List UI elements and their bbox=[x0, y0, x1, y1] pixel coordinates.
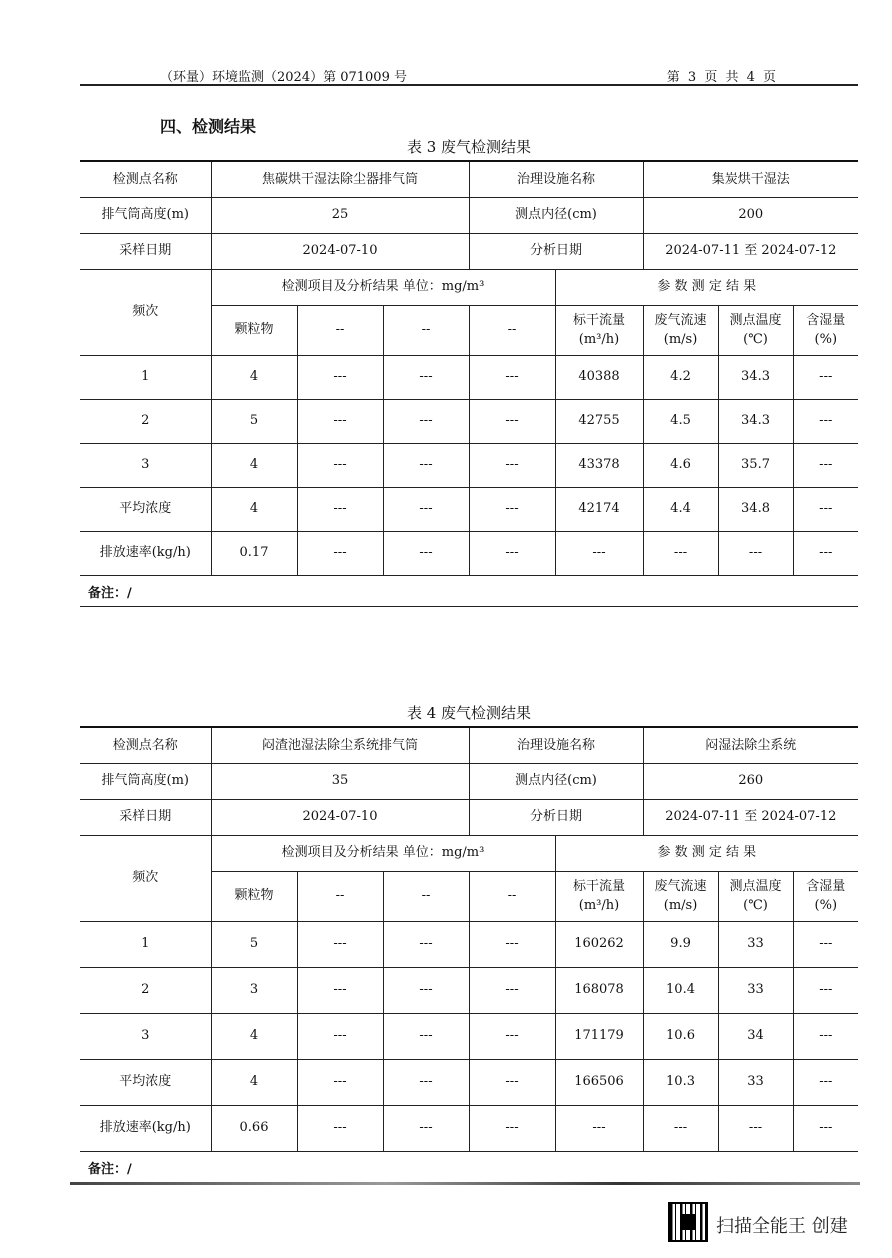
items-header: 检测项目及分析结果 单位：mg/m³ bbox=[211, 269, 555, 305]
sub-header: -- bbox=[297, 871, 383, 921]
data-cell: --- bbox=[469, 921, 555, 967]
data-cell: --- bbox=[793, 531, 858, 575]
table-row bbox=[80, 355, 858, 399]
row-label-cell: 排放速率(kg/h) bbox=[80, 1105, 211, 1151]
sub-header: 含湿量(%) bbox=[793, 305, 858, 355]
data-cell: --- bbox=[793, 355, 858, 399]
row-label-cell: 2 bbox=[80, 967, 211, 1013]
data-cell: --- bbox=[469, 967, 555, 1013]
data-cell: --- bbox=[469, 399, 555, 443]
sub-header: 测点温度(℃) bbox=[718, 305, 793, 355]
data-cell: --- bbox=[469, 487, 555, 531]
data-cell: 10.6 bbox=[643, 1013, 718, 1059]
data-cell: --- bbox=[383, 967, 469, 1013]
data-cell: --- bbox=[297, 443, 383, 487]
data-cell: 43378 bbox=[555, 443, 643, 487]
data-cell: 4 bbox=[211, 487, 297, 531]
point-value: 闷渣池湿法除尘系统排气筒 bbox=[211, 727, 469, 763]
analysis-date-label: 分析日期 bbox=[469, 799, 643, 835]
table-row bbox=[80, 921, 858, 967]
data-cell: 42755 bbox=[555, 399, 643, 443]
diameter-label: 测点内径(cm) bbox=[469, 763, 643, 799]
data-cell: 3 bbox=[211, 967, 297, 1013]
data-cell: 171179 bbox=[555, 1013, 643, 1059]
report-number: （环量）环境监测（2024）第 071009 号 bbox=[160, 70, 407, 85]
table-row bbox=[80, 1059, 858, 1105]
data-cell: --- bbox=[555, 1105, 643, 1151]
sub-header: -- bbox=[469, 871, 555, 921]
page-info: 第 3 页 共 4 页 bbox=[666, 70, 778, 85]
data-cell: --- bbox=[469, 531, 555, 575]
data-cell: --- bbox=[383, 1013, 469, 1059]
facility-value: 闷湿法除尘系统 bbox=[643, 727, 858, 763]
sub-header: 标干流量(m³/h) bbox=[555, 871, 643, 921]
data-cell: --- bbox=[297, 921, 383, 967]
data-cell: --- bbox=[469, 1105, 555, 1151]
sub-header: 标干流量(m³/h) bbox=[555, 305, 643, 355]
params-header: 参 数 测 定 结 果 bbox=[555, 269, 858, 305]
diameter-value: 200 bbox=[643, 197, 858, 233]
data-cell: 34 bbox=[718, 1013, 793, 1059]
data-cell: 9.9 bbox=[643, 921, 718, 967]
point-label: 检测点名称 bbox=[80, 161, 211, 197]
data-cell: 4.5 bbox=[643, 399, 718, 443]
data-cell: --- bbox=[643, 1105, 718, 1151]
data-cell: --- bbox=[793, 1105, 858, 1151]
remark-text: 备注：/ bbox=[88, 1162, 132, 1177]
row-label-cell: 1 bbox=[80, 921, 211, 967]
row-label-cell: 3 bbox=[80, 443, 211, 487]
data-cell: 33 bbox=[718, 921, 793, 967]
data-cell: --- bbox=[383, 1105, 469, 1151]
sub-header: -- bbox=[383, 305, 469, 355]
data-cell: --- bbox=[718, 531, 793, 575]
data-cell: --- bbox=[469, 355, 555, 399]
table-caption: 表 3 废气检测结果 bbox=[406, 138, 532, 156]
data-cell: --- bbox=[793, 399, 858, 443]
sub-header: -- bbox=[469, 305, 555, 355]
data-cell: --- bbox=[793, 1059, 858, 1105]
analysis-date-label: 分析日期 bbox=[469, 233, 643, 269]
facility-label: 治理设施名称 bbox=[469, 161, 643, 197]
height-value: 25 bbox=[211, 197, 469, 233]
facility-label: 治理设施名称 bbox=[469, 727, 643, 763]
data-cell: 5 bbox=[211, 921, 297, 967]
table-row bbox=[80, 1105, 858, 1151]
data-cell: 33 bbox=[718, 1059, 793, 1105]
sub-header: 废气流速(m/s) bbox=[643, 871, 718, 921]
scanner-watermark bbox=[668, 1200, 868, 1246]
frequency-header: 频次 bbox=[80, 835, 211, 921]
data-cell: 10.3 bbox=[643, 1059, 718, 1105]
data-cell: 10.4 bbox=[643, 967, 718, 1013]
data-cell: 160262 bbox=[555, 921, 643, 967]
analysis-date-value: 2024-07-11 至 2024-07-12 bbox=[643, 233, 858, 269]
data-cell: --- bbox=[297, 531, 383, 575]
data-cell: --- bbox=[718, 1105, 793, 1151]
data-cell: 34.8 bbox=[718, 487, 793, 531]
items-header: 检测项目及分析结果 单位：mg/m³ bbox=[211, 835, 555, 871]
data-cell: --- bbox=[297, 1013, 383, 1059]
row-label-cell: 1 bbox=[80, 355, 211, 399]
data-cell: --- bbox=[469, 1013, 555, 1059]
sample-date-label: 采样日期 bbox=[80, 799, 211, 835]
row-label-cell: 平均浓度 bbox=[80, 487, 211, 531]
frequency-header: 频次 bbox=[80, 269, 211, 355]
data-cell: --- bbox=[297, 1059, 383, 1105]
diameter-value: 260 bbox=[643, 763, 858, 799]
diameter-label: 测点内径(cm) bbox=[469, 197, 643, 233]
data-cell: --- bbox=[383, 399, 469, 443]
table-row bbox=[80, 399, 858, 443]
exhaust-table-4 bbox=[80, 726, 858, 1152]
remark-row bbox=[80, 576, 858, 607]
data-cell: 5 bbox=[211, 399, 297, 443]
data-cell: --- bbox=[297, 399, 383, 443]
row-label-cell: 2 bbox=[80, 399, 211, 443]
data-cell: --- bbox=[383, 1059, 469, 1105]
data-cell: --- bbox=[383, 355, 469, 399]
point-label: 检测点名称 bbox=[80, 727, 211, 763]
params-header: 参 数 测 定 结 果 bbox=[555, 835, 858, 871]
data-cell: 34.3 bbox=[718, 399, 793, 443]
page-header bbox=[80, 62, 858, 86]
data-cell: 4.2 bbox=[643, 355, 718, 399]
table-row bbox=[80, 531, 858, 575]
sample-date-value: 2024-07-10 bbox=[211, 799, 469, 835]
qr-code-icon bbox=[668, 1202, 708, 1242]
data-cell: 0.17 bbox=[211, 531, 297, 575]
sample-date-value: 2024-07-10 bbox=[211, 233, 469, 269]
data-cell: --- bbox=[297, 487, 383, 531]
point-value: 焦碳烘干湿法除尘器排气筒 bbox=[211, 161, 469, 197]
analysis-date-value: 2024-07-11 至 2024-07-12 bbox=[643, 799, 858, 835]
data-cell: --- bbox=[297, 355, 383, 399]
sub-header: -- bbox=[383, 871, 469, 921]
sub-header: -- bbox=[297, 305, 383, 355]
section-title: 四、检测结果 bbox=[160, 117, 257, 136]
data-cell: 34.3 bbox=[718, 355, 793, 399]
data-cell: --- bbox=[793, 967, 858, 1013]
data-cell: 4.6 bbox=[643, 443, 718, 487]
data-cell: --- bbox=[383, 487, 469, 531]
remark-row bbox=[80, 1152, 858, 1183]
remark-text: 备注：/ bbox=[88, 586, 132, 601]
table-row bbox=[80, 443, 858, 487]
table-body bbox=[80, 921, 858, 1151]
data-cell: --- bbox=[793, 1013, 858, 1059]
data-cell: --- bbox=[469, 443, 555, 487]
data-cell: 35.7 bbox=[718, 443, 793, 487]
sub-header: 测点温度(℃) bbox=[718, 871, 793, 921]
data-cell: 33 bbox=[718, 967, 793, 1013]
data-cell: 40388 bbox=[555, 355, 643, 399]
exhaust-table-3 bbox=[80, 160, 858, 576]
table-row bbox=[80, 1013, 858, 1059]
table-row bbox=[80, 487, 858, 531]
sub-header: 含湿量(%) bbox=[793, 871, 858, 921]
data-cell: 4.4 bbox=[643, 487, 718, 531]
row-label-cell: 3 bbox=[80, 1013, 211, 1059]
row-label-cell: 排放速率(kg/h) bbox=[80, 531, 211, 575]
sample-date-label: 采样日期 bbox=[80, 233, 211, 269]
row-label-cell: 平均浓度 bbox=[80, 1059, 211, 1105]
data-cell: --- bbox=[643, 531, 718, 575]
data-cell: 4 bbox=[211, 1059, 297, 1105]
data-cell: --- bbox=[555, 531, 643, 575]
data-cell: 166506 bbox=[555, 1059, 643, 1105]
sub-header: 颗粒物 bbox=[211, 871, 297, 921]
data-cell: 168078 bbox=[555, 967, 643, 1013]
data-cell: --- bbox=[793, 921, 858, 967]
facility-value: 集炭烘干湿法 bbox=[643, 161, 858, 197]
data-cell: 4 bbox=[211, 1013, 297, 1059]
data-cell: --- bbox=[297, 1105, 383, 1151]
height-value: 35 bbox=[211, 763, 469, 799]
data-cell: --- bbox=[383, 921, 469, 967]
watermark-text: 扫描全能王 创建 bbox=[716, 1216, 848, 1237]
table-row bbox=[80, 967, 858, 1013]
data-cell: --- bbox=[793, 443, 858, 487]
data-cell: --- bbox=[793, 487, 858, 531]
data-cell: --- bbox=[469, 1059, 555, 1105]
sub-header: 颗粒物 bbox=[211, 305, 297, 355]
data-cell: --- bbox=[383, 443, 469, 487]
data-cell: 4 bbox=[211, 443, 297, 487]
height-label: 排气筒高度(m) bbox=[80, 197, 211, 233]
height-label: 排气筒高度(m) bbox=[80, 763, 211, 799]
data-cell: --- bbox=[383, 531, 469, 575]
data-cell: 4 bbox=[211, 355, 297, 399]
data-cell: 42174 bbox=[555, 487, 643, 531]
data-cell: 0.66 bbox=[211, 1105, 297, 1151]
data-cell: --- bbox=[297, 967, 383, 1013]
sub-header: 废气流速(m/s) bbox=[643, 305, 718, 355]
table-body bbox=[80, 355, 858, 575]
scan-edge-line bbox=[70, 1182, 860, 1185]
table-caption: 表 4 废气检测结果 bbox=[406, 704, 532, 722]
